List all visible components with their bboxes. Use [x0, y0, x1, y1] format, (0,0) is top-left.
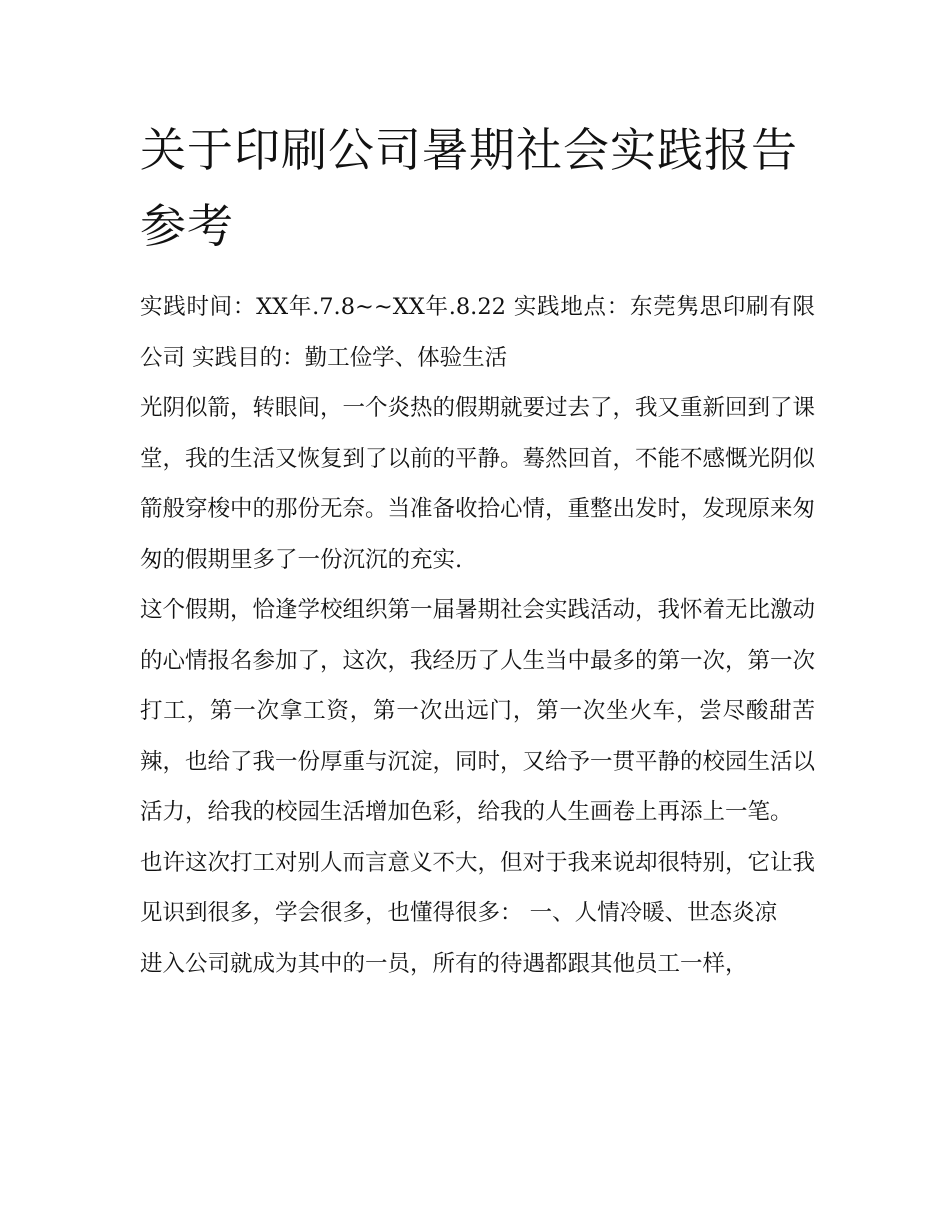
paragraph-intro: 光阴似箭，转眼间，一个炎热的假期就要过去了，我又重新回到了课堂，我的生活又恢复到了以前的平静。蓦然回首，不能不感慨光阴似箭般穿梭中的那份无奈。当准备收拾心情，重整出发时，发现原来匆匆的假期里多了一份沉沉的充实. — [140, 395, 816, 573]
paragraph-company: 进入公司就成为其中的一员，所有的待遇都跟其他员工一样， — [140, 950, 748, 977]
paragraph-activity: 这个假期，恰逢学校组织第一届暑期社会实践活动，我怀着无比激动的心情报名参加了，这次，我经历了人生当中最多的第一次，第一次打工，第一次拿工资，第一次出远门，第一次坐火车，尝尽酸甜苦辣，也给了我一份厚重与沉淀，同时，又给予一贯平静的校园生活以活力，给我的校园生活增加色彩，给我的人生画卷上再添上一笔。 — [140, 597, 816, 825]
document-page — [140, 112, 815, 989]
paragraph-meaning: 也许这次打工对别人而言意义不大，但对于我来说却很特别，它让我见识到很多，学会很多，也懂得很多： 一、人情冷暖、世态炎凉 — [140, 849, 816, 926]
paragraph-practice-info: 实践时间：XX年.7.8~~XX年.8.22 实践地点：东莞隽思印刷有限公司 实践目的：勤工俭学、体验生活 — [140, 294, 815, 371]
document-title: 关于印刷公司暑期社会实践报告参考 — [140, 123, 798, 253]
